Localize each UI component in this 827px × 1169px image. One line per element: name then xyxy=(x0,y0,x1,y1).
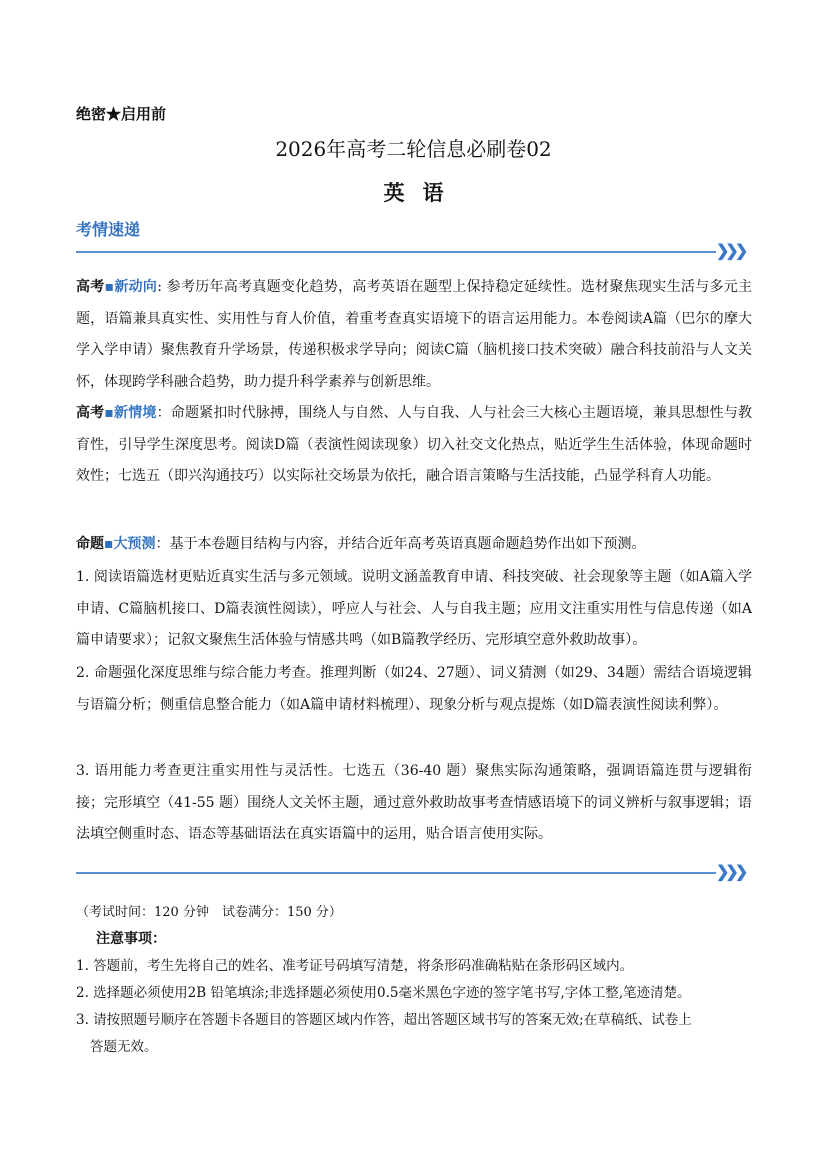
paragraph-highlight: 新动向 xyxy=(114,279,158,295)
bottom-divider xyxy=(76,872,716,874)
exam-title: 2026年高考二轮信息必刷卷02 xyxy=(275,137,552,161)
paragraph-text: ：命题紧扣时代脉搏，围绕人与自然、人与自我、人与社会三大核心主题语境，兼具思想性与教育性，引导学生深度思考。阅读D篇（表演性阅读现象）切入社交文化热点，贴近学生生活体验，体现命题时效性；七选五（即兴沟通技巧）以实际社交场景为依托，融合语言策略与生活技能，凸显学科育人功能。 xyxy=(76,405,753,484)
paragraph-text: 2. 命题强化深度思维与综合能力考查。推理判断（如24、27题）、词义猜测（如29、34题）需结合语境逻辑与语篇分析；侧重信息整合能力（如A篇申请材料梳理）、现象分析与观点提炼（如D篇表演性阅读利弊）。 xyxy=(76,665,752,713)
notice-title: 注意事项： xyxy=(96,931,166,947)
paragraph-text: : 参考历年高考真题变化趋势，高考英语在题型上保持稳定延续性。选材聚焦现实生活与多元主题，语篇兼具真实性、实用性与育人价值，着重考查真实语境下的语言运用能力。本卷阅读A篇（巴尔的摩大学入学申请）聚焦教育升学场景，传递积极求学导向；阅读C篇（脑机接口技术突破）融合科技前沿与人文关怀，体现跨学科融合趋势，助力提升科学素养与创新思维。 xyxy=(76,279,753,390)
paragraph-text: ：基于本卷题目结构与内容，并结合近年高考英语真题命题趋势作出如下预测。 xyxy=(155,536,646,552)
paragraph-text: 3. 语用能力考查更注重实用性与灵活性。七选五（36-40 题）聚焦实际沟通策略，强调语篇连贯与逻辑衔接；完形填空（41-55 题）围绕人文关怀主题，通过意外救助故事考查情感语境下的词义辨析与叙事逻辑；语法填空侧重时态、语态等基础语法在真实语篇中的运用，贴合语言使用实际。 xyxy=(76,763,752,842)
prediction-item-3 xyxy=(76,756,752,851)
chevron-right-icon: ❯❯❯ xyxy=(716,862,745,881)
notice-item: 3. 请按照题号顺序在答题卡各题目的答题区域内作答，超出答题区域书写的答案无效;在草稿纸、试卷上 xyxy=(76,1012,692,1028)
paragraph-text: 1. 阅读语篇选材更贴近真实生活与多元领域。说明文涵盖教育申请、科技突破、社会现象等主题（如A篇入学申请、C篇脑机接口、D篇表演性阅读），呼应人与社会、人与自我主题；应用文注重实用性与信息传递（如A篇申请要求）；记叙文聚焦生活体验与情感共鸣（如B篇教学经历、完形填空意外救助故事）。 xyxy=(76,569,752,648)
paragraph-lead: 高考 xyxy=(76,279,105,295)
paragraph-separator: ▪ xyxy=(104,279,115,295)
paragraph-highlight: 大预测 xyxy=(113,536,156,552)
notice-list xyxy=(76,953,752,1061)
prediction-item-2 xyxy=(76,658,752,721)
prediction-item-1 xyxy=(76,562,752,657)
paragraph-prediction xyxy=(76,529,752,561)
paragraph-new-trend xyxy=(76,272,752,398)
paragraph-new-context xyxy=(76,398,752,493)
paragraph-separator: ▪ xyxy=(104,536,114,552)
paragraph-lead: 高考 xyxy=(76,405,105,421)
exam-info: （考试时间：120 分钟 试卷满分：150 分） xyxy=(76,905,342,920)
section-heading: 考情速递 xyxy=(76,220,141,239)
chevron-right-icon: ❯❯❯ xyxy=(716,241,745,260)
subject-title: 英语 xyxy=(383,180,462,205)
paragraph-highlight: 新情境 xyxy=(114,405,157,421)
paragraph-lead: 命题 xyxy=(76,536,104,552)
confidential-label: 绝密★启用前 xyxy=(76,105,167,123)
paragraph-separator: ▪ xyxy=(104,405,115,421)
top-divider xyxy=(76,251,716,253)
notice-item: 2. 选择题必须使用2B 铅笔填涂;非选择题必须使用0.5毫米黑色字迹的签字笔书写,字体工整,笔迹清楚。 xyxy=(76,985,691,1001)
notice-item: 答题无效。 xyxy=(90,1039,158,1055)
notice-item: 1. 答题前，考生先将自己的姓名、准考证号码填写清楚，将条形码准确粘贴在条形码区域内。 xyxy=(76,958,634,974)
